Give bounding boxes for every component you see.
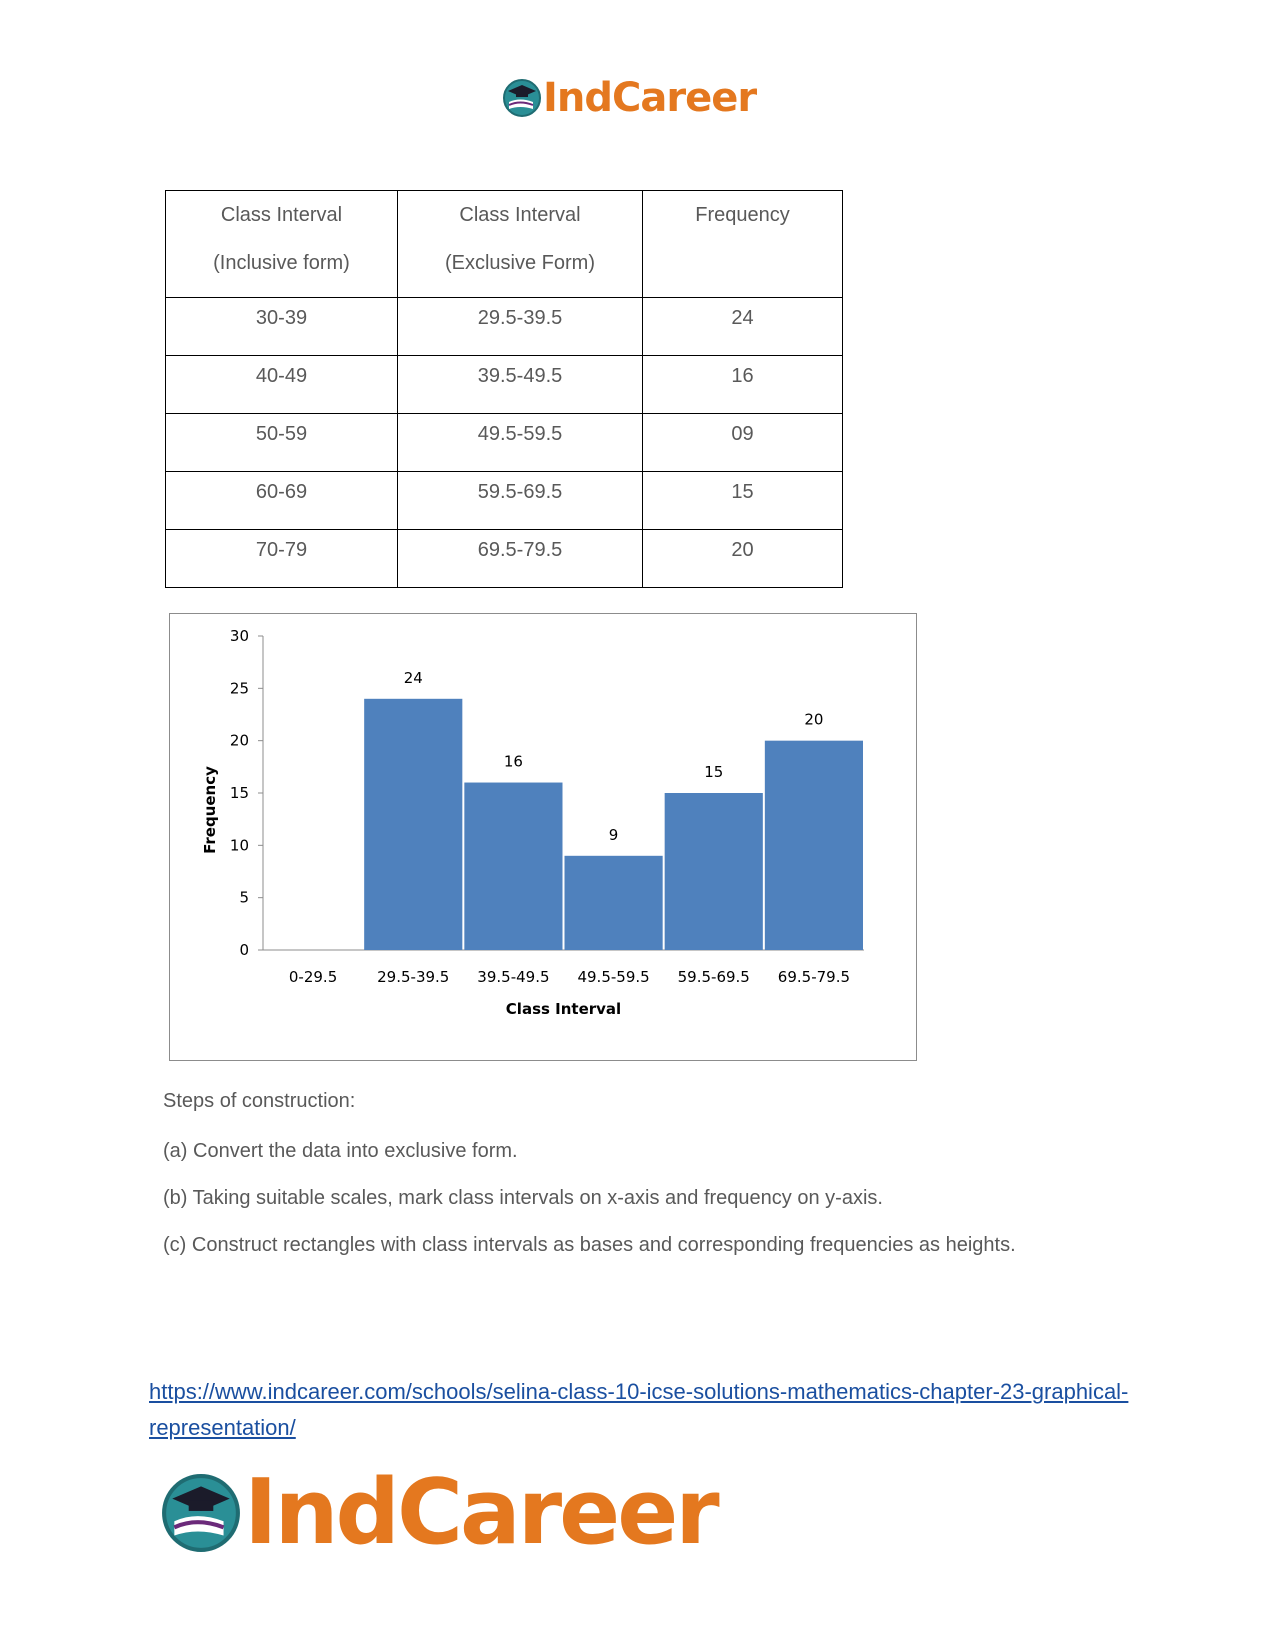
histogram-svg [170, 614, 915, 1059]
indcareer-logo-top [502, 75, 757, 121]
histogram-bar [665, 793, 763, 950]
y-tick-label: 5 [239, 888, 249, 907]
table-row [166, 298, 843, 356]
cell-inclusive: 60-69 [166, 472, 398, 530]
y-tick-label: 0 [239, 941, 249, 959]
header-line: Class Interval [459, 204, 581, 226]
cell-exclusive: 59.5-69.5 [398, 472, 643, 530]
table-row [166, 356, 843, 414]
cell-exclusive: 39.5-49.5 [398, 356, 643, 414]
header-line: Class Interval [220, 204, 343, 226]
cell-frequency: 09 [643, 414, 843, 472]
cell-frequency: 24 [643, 298, 843, 356]
y-tick-label: 10 [229, 836, 249, 855]
header-frequency [643, 191, 843, 298]
x-tick-label: 0-29.5 [288, 968, 338, 986]
header-line: (Inclusive form) [213, 252, 350, 274]
y-tick-label: 15 [229, 784, 249, 802]
source-link[interactable]: https://www.indcareer.com/schools/selina-class-10-icse-solutions-mathematics-chapter-23-graphical-representation/ [149, 1379, 1129, 1440]
table-row [166, 414, 843, 472]
data-label: 16 [503, 752, 523, 771]
x-tick-label: 69.5-79.5 [777, 968, 851, 986]
header-exclusive [398, 191, 643, 298]
steps-title: Steps of construction: [163, 1090, 356, 1112]
x-tick-label: 49.5-59.5 [577, 968, 650, 986]
cell-frequency: 20 [643, 530, 843, 588]
cell-frequency: 16 [643, 356, 843, 414]
y-tick-label: 20 [229, 731, 249, 750]
x-tick-label: 29.5-39.5 [377, 968, 450, 986]
histogram-chart [169, 613, 917, 1061]
logo-text: IndCareer [543, 75, 757, 121]
header-line: Frequency [695, 204, 790, 226]
frequency-table [165, 190, 843, 588]
step-item: (a) Convert the data into exclusive form. [163, 1140, 518, 1162]
graduation-book-icon [160, 1472, 242, 1554]
cell-exclusive: 29.5-39.5 [398, 298, 643, 356]
graduation-book-icon [502, 78, 542, 118]
x-tick-label: 59.5-69.5 [677, 968, 750, 986]
y-tick-label: 25 [229, 679, 249, 698]
y-tick-label: 30 [229, 627, 249, 645]
step-item: (c) Construct rectangles with class intervals as bases and corresponding frequencies as heights. [163, 1234, 1016, 1256]
histogram-bar [765, 741, 863, 950]
cell-inclusive: 40-49 [166, 356, 398, 414]
logo-text: IndCareer [244, 1460, 717, 1565]
data-label: 24 [403, 668, 423, 687]
histogram-bar [364, 699, 462, 950]
cell-exclusive: 49.5-59.5 [398, 414, 643, 472]
y-axis-title: Frequency [201, 766, 219, 854]
data-label: 15 [704, 763, 724, 781]
data-label: 20 [804, 710, 824, 729]
cell-inclusive: 70-79 [166, 530, 398, 588]
table-row [166, 530, 843, 588]
cell-inclusive: 50-59 [166, 414, 398, 472]
data-label: 9 [608, 825, 619, 844]
histogram-bar [565, 856, 663, 950]
x-tick-label: 39.5-49.5 [477, 968, 550, 986]
table-row [166, 472, 843, 530]
step-item: (b) Taking suitable scales, mark class intervals on x-axis and frequency on y-axis. [163, 1187, 883, 1209]
cell-frequency: 15 [643, 472, 843, 530]
x-axis-title: Class Interval [505, 1000, 622, 1018]
cell-exclusive: 69.5-79.5 [398, 530, 643, 588]
header-inclusive [166, 191, 398, 298]
cell-inclusive: 30-39 [166, 298, 398, 356]
histogram-bar [464, 783, 562, 950]
header-line: (Exclusive Form) [444, 252, 595, 274]
table-header-row [166, 191, 843, 298]
indcareer-logo-bottom [160, 1460, 717, 1565]
